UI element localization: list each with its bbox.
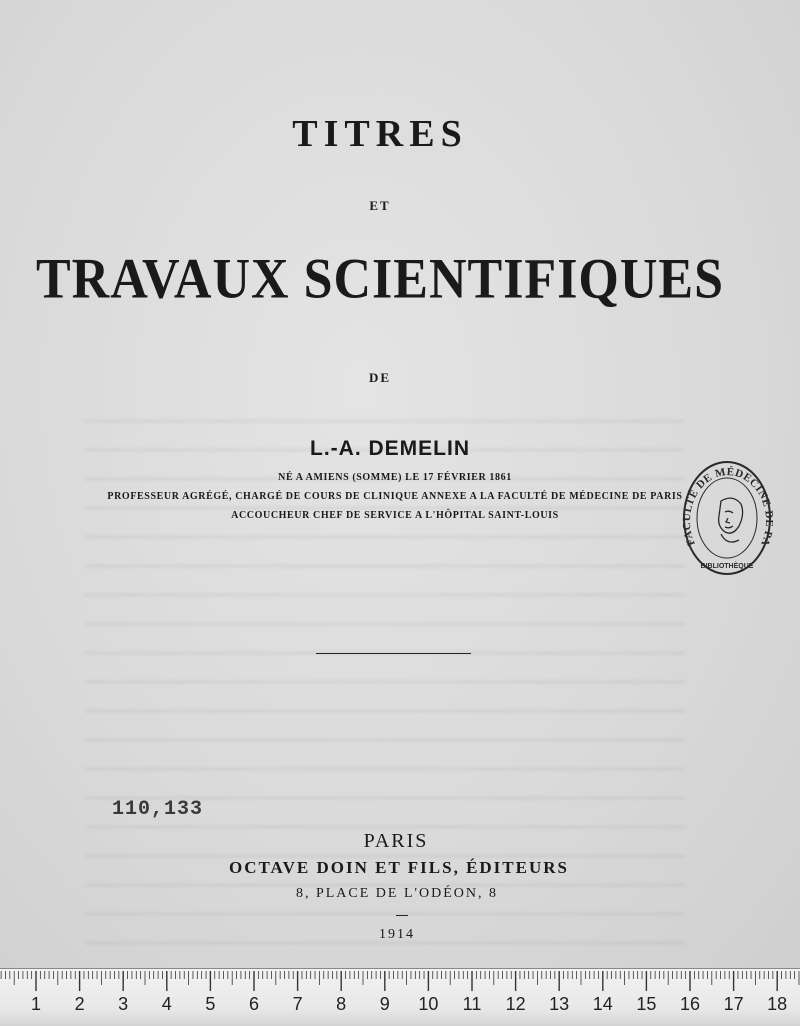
ruler-number: 4	[161, 994, 172, 1014]
author-info-hospital: ACCOUCHEUR CHEF DE SERVICE A L'HÔPITAL SAINT-LOUIS	[231, 510, 559, 521]
library-stamp	[681, 456, 773, 578]
title-et: ET	[369, 198, 391, 213]
ruler-number: 13	[549, 994, 570, 1014]
ruler-number: 1	[30, 994, 42, 1014]
ruler-number: 9	[379, 994, 390, 1014]
title-titres: TITRES	[292, 113, 468, 155]
author-name: L.-A. DEMELIN	[310, 437, 470, 460]
ruler-number: 14	[592, 994, 613, 1014]
publisher: OCTAVE DOIN ET FILS, ÉDITEURS	[228, 858, 569, 877]
measuring-ruler	[0, 968, 800, 1026]
publication-city: PARIS	[363, 830, 429, 852]
svg-text:FACULTÉ DE MÉDECINE DE PARIS	[681, 456, 773, 548]
title-de: DE	[368, 370, 392, 385]
ruler-number: 5	[205, 994, 216, 1014]
ruler-number: 6	[248, 994, 260, 1014]
ruler-number: 15	[636, 994, 657, 1014]
ruler-number: 8	[336, 994, 347, 1014]
title-travaux-scientifiques: TRAVAUX SCIENTIFIQUES	[35, 248, 725, 311]
ruler-number: 16	[679, 994, 701, 1014]
ruler-number: 2	[74, 994, 85, 1014]
ruler-number: 18	[767, 994, 788, 1014]
stamp-subtext: BIBLIOTHÈQUE	[700, 563, 754, 570]
ruler-number: 11	[462, 994, 482, 1014]
shelf-mark: 110,133	[112, 798, 204, 821]
ruler-number: 17	[723, 994, 744, 1014]
ruler-number: 12	[505, 994, 526, 1014]
publisher-address: 8, PLACE DE L'ODÉON, 8	[295, 886, 499, 901]
stamp-text: FACULTÉ DE MÉDECINE PA	[681, 465, 773, 548]
author-info-position: PROFESSEUR AGRÉGÉ, CHARGÉ DE COURS DE CLINIQUE ANNEXE A LA FACULTÉ DE MÉDECINE DE PARIS	[107, 491, 683, 502]
ruler-number: 7	[292, 994, 303, 1014]
publication-year: 1914	[379, 927, 415, 942]
author-info-birth: NÉ A AMIENS (SOMME) LE 17 FÉVRIER 1861	[278, 472, 512, 483]
ruler-number: 10	[418, 994, 439, 1014]
separator-rule	[316, 653, 471, 654]
ruler-number: 3	[118, 994, 129, 1014]
short-dash	[396, 915, 408, 916]
stamp-portrait-icon	[719, 498, 743, 542]
